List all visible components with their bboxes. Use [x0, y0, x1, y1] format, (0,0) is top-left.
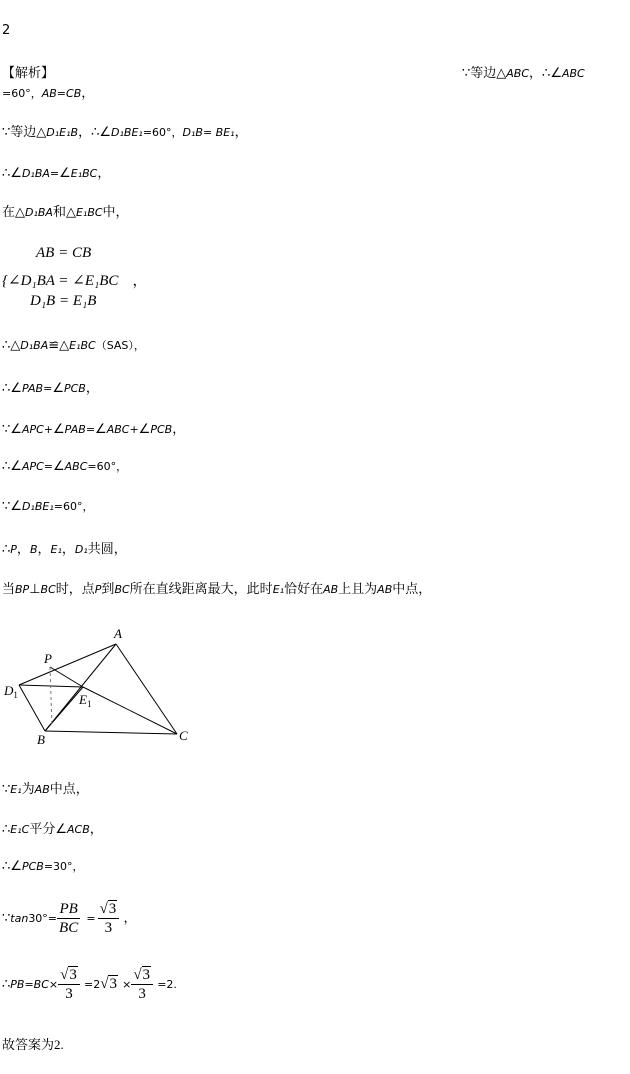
text-line-10: ∵∠D₁BE₁=60°， [2, 499, 94, 514]
system-line-1: AB = CB [36, 245, 92, 261]
text-line-11: ∴P，B，E₁，D₁共圆， [2, 542, 127, 557]
text-line-8: ∵∠APC+∠PAB=∠ABC+∠PCB， [2, 422, 186, 437]
page-number: 2 [2, 23, 11, 38]
text-line-4: ∴∠D₁BA=∠E₁BC， [2, 166, 111, 181]
text-line-14: ∴E₁C平分∠ACB， [2, 822, 103, 837]
system-line-2: {∠D₁BA = ∠E₁BC ， [2, 273, 148, 289]
text-line-2: =60°，AB=CB， [2, 86, 95, 101]
answer-line: 故答案为2. [2, 1037, 64, 1053]
analysis-heading: 【解析】 [2, 66, 55, 81]
text-line-9: ∴∠APC=∠ABC=60°， [2, 459, 128, 474]
geometry-figure [0, 620, 200, 750]
text-line-3: ∵等边△D₁E₁B，∴∠D₁BE₁=60°，D₁B= BE₁， [2, 125, 248, 140]
segment-D1-B [19, 685, 45, 731]
segment-D1-A [19, 644, 116, 685]
segment-E1-C [83, 687, 177, 734]
label-B: B [37, 732, 45, 747]
segment-P-B-dashed [50, 667, 52, 727]
segment-B-A [45, 644, 116, 731]
text-line-12: 当BP⊥BC时，点P到BC所在直线距离最大，此时E₁恰好在AB上且为AB中点， [2, 582, 432, 597]
text-line-16: ∵tan30°= $\frac{PB}{BC}$ = $\frac{√3}{3}$ ， [2, 901, 137, 936]
text-line-5: 在△D₁BA和△E₁BC中， [2, 205, 129, 220]
fraction-PB-over-BC: $\frac{PB}{BC}$ [59, 901, 79, 936]
text-line-1-right: ∵等边△ABC，∴∠ABC [462, 66, 585, 81]
label-C: C [179, 728, 188, 743]
segment-A-C [116, 644, 177, 734]
text-line-15: ∴∠PCB=30°， [2, 859, 84, 874]
text-line-13: ∵E₁为AB中点， [2, 782, 89, 797]
text-line-17: ∴PB=BC× $\frac{√3}{3}$ =2√3 × $\frac{√3}{3}$ =2. [2, 967, 177, 1002]
segment-P-E1 [50, 667, 83, 687]
label-E1: $E_1$ [79, 692, 92, 709]
segment-B-C [45, 731, 177, 734]
label-P: P [44, 651, 52, 666]
label-D1: $D_1$ [4, 683, 18, 700]
label-A: A [114, 626, 122, 641]
text-line-6: ∴△D₁BA≌△E₁BC（SAS）， [2, 338, 145, 353]
fraction-sqrt3-over-3-a: $\frac{√3}{3}$ [58, 966, 80, 1003]
fraction-sqrt3-over-3: $\frac{√3}{3}$ [98, 900, 120, 937]
text-line-7: ∴∠PAB=∠PCB， [2, 381, 99, 396]
fraction-sqrt3-over-3-b: $\frac{√3}{3}$ [131, 966, 153, 1003]
system-line-3: D₁B = E₁B [30, 293, 97, 309]
